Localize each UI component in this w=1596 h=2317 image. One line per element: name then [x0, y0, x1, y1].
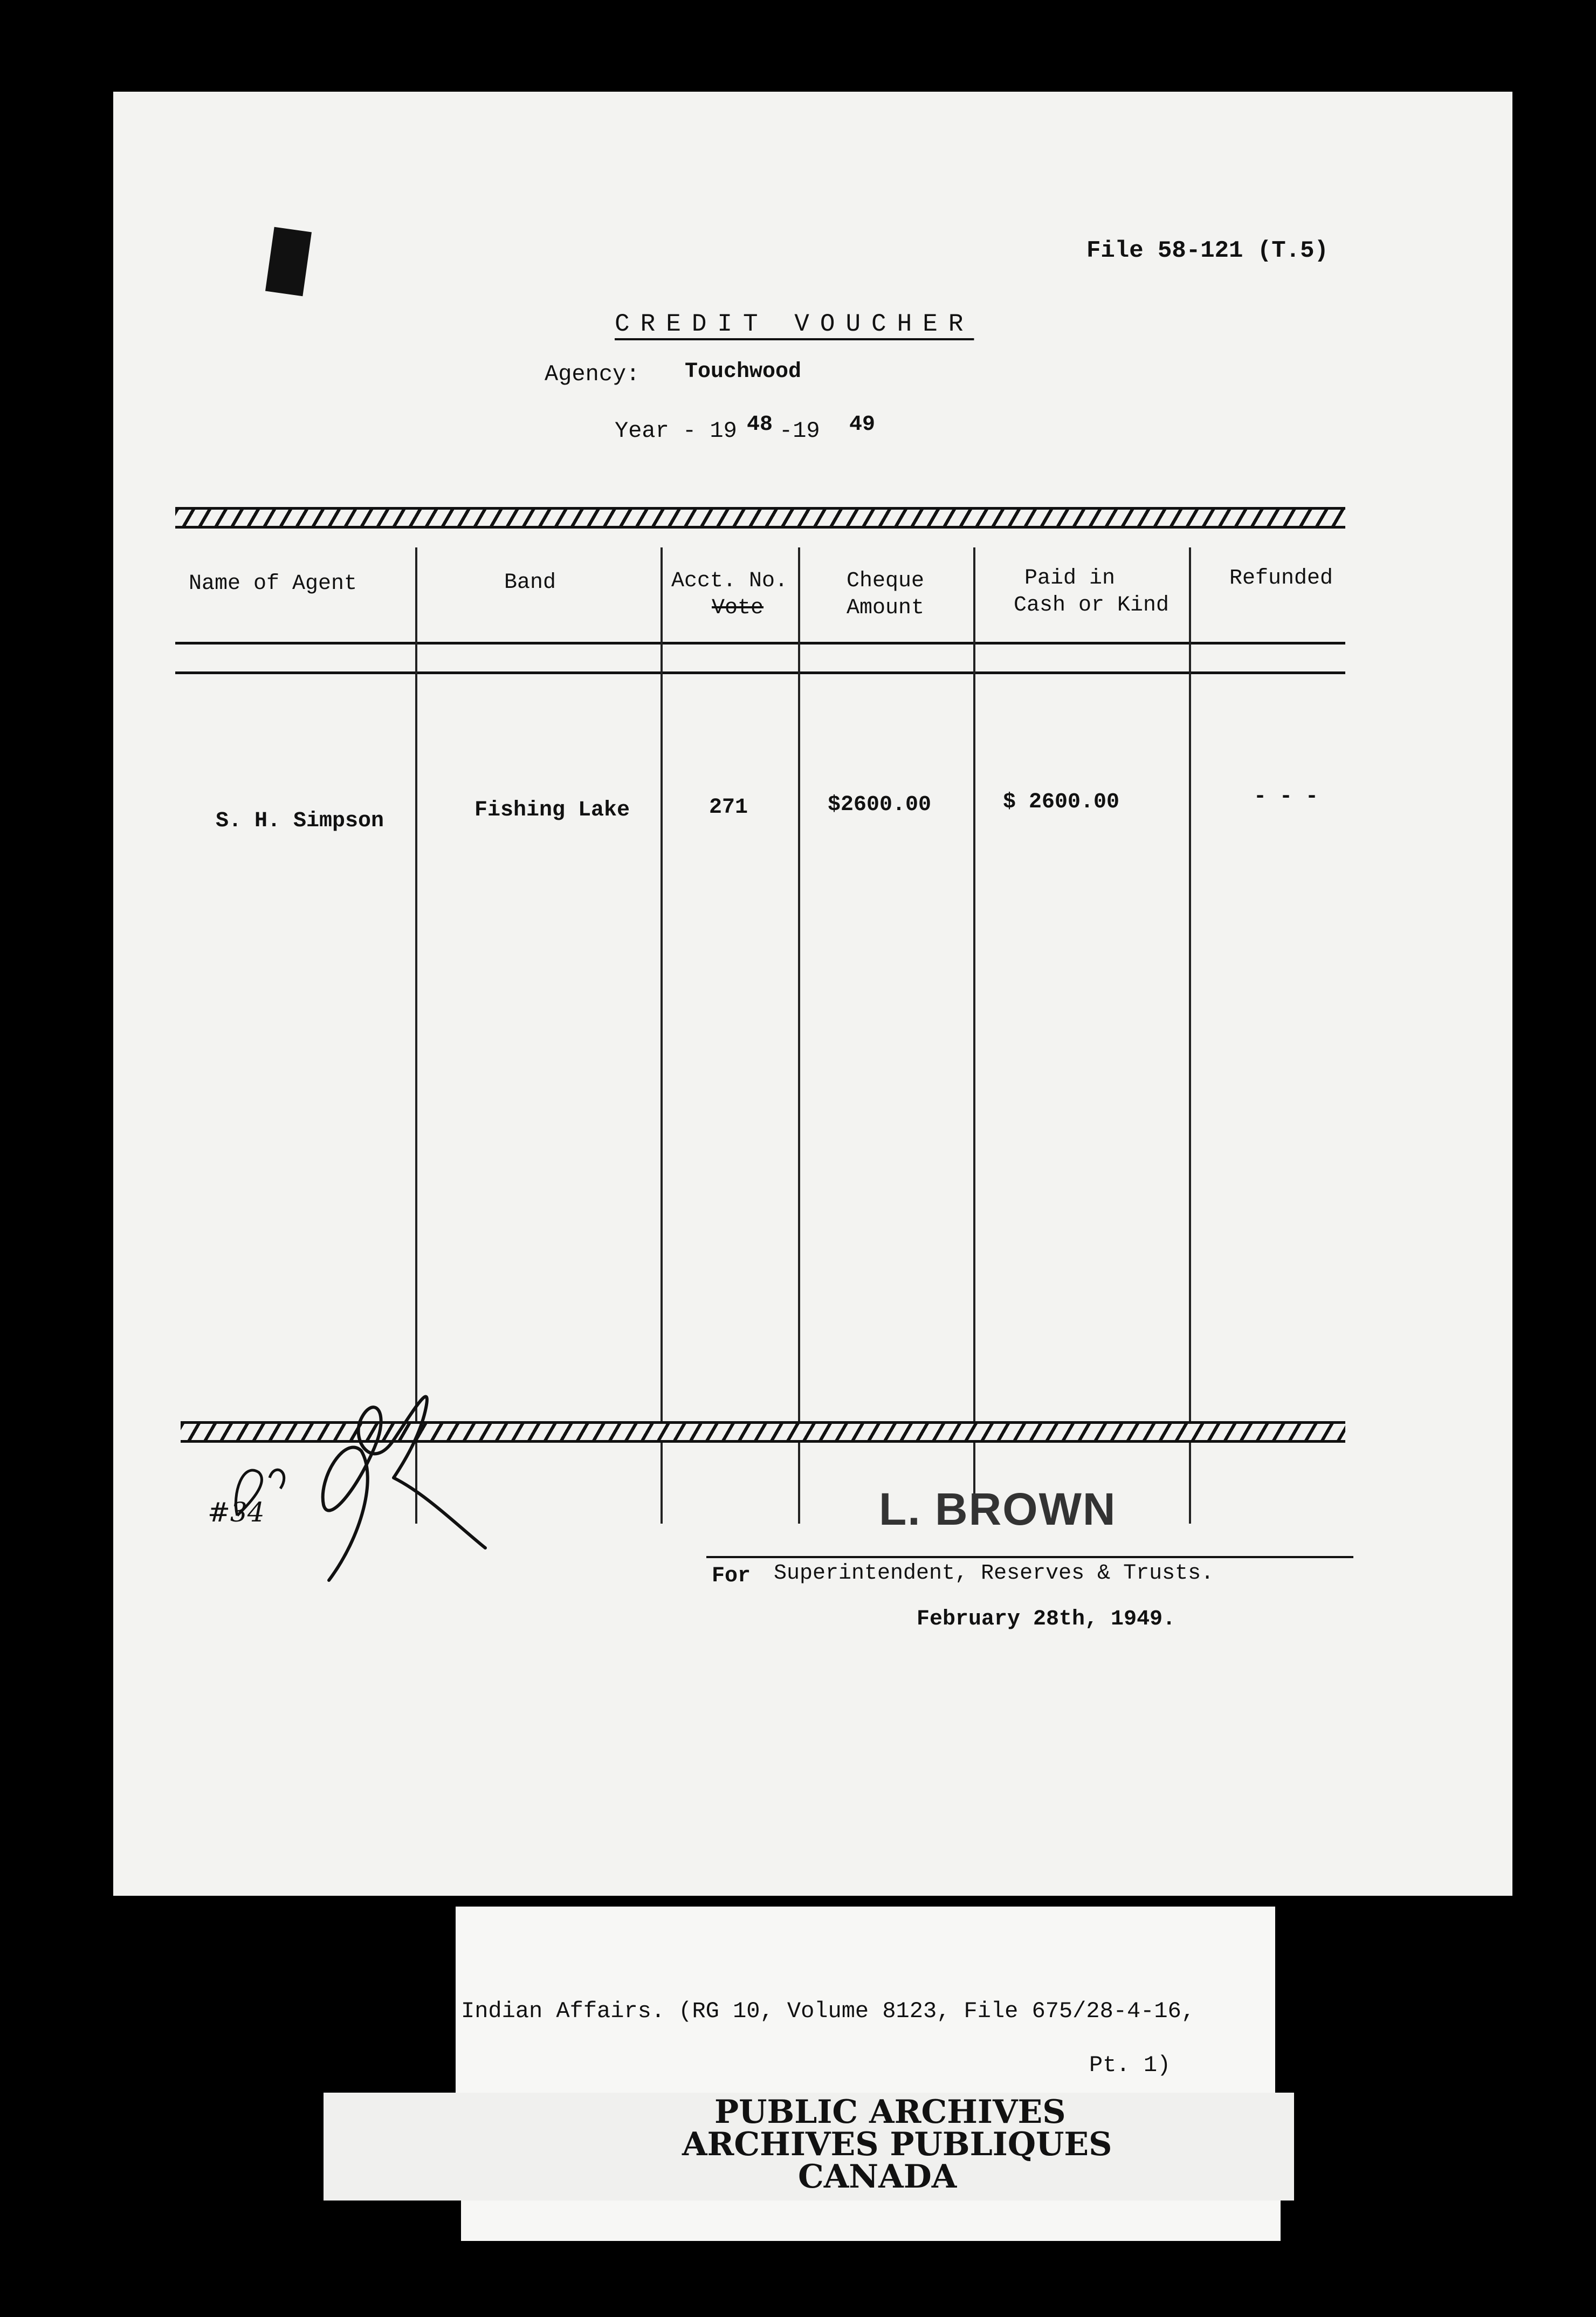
- archive-stamp-label: [324, 2093, 1294, 2201]
- col-divider-3: [798, 547, 800, 1524]
- col-header-amount: Amount: [847, 596, 925, 620]
- agency-value: Touchwood: [685, 360, 802, 384]
- archive-reference-line2: Pt. 1): [1089, 2052, 1171, 2078]
- row-acct: 271: [709, 796, 748, 820]
- col-header-refunded: Refunded: [1229, 566, 1333, 591]
- year-to: 49: [849, 413, 876, 437]
- year-from: 48: [747, 413, 773, 437]
- table-top-border: [175, 507, 1345, 529]
- handwritten-number: #34: [208, 1497, 265, 1528]
- col-header-vote: Vote: [712, 596, 764, 620]
- archive-stamp-line1: PUBLIC ARCHIVES: [714, 2093, 1066, 2131]
- signature-stamp: L. BROWN: [879, 1484, 1117, 1534]
- handwritten-signature: [200, 1300, 501, 1677]
- agency-label: Agency:: [545, 361, 640, 387]
- archive-stamp-line3: CANADA: [798, 2158, 957, 2196]
- archive-reference-label: [456, 1907, 1275, 2106]
- voucher-page: [113, 92, 1512, 1896]
- archive-reference-line1: Indian Affairs. (RG 10, Volume 8123, File 675/28-4-16,: [461, 1998, 1195, 2024]
- col-header-acct: Acct. No.: [671, 569, 788, 593]
- col-header-cheque: Cheque: [847, 569, 925, 593]
- row-cheque: $2600.00: [828, 793, 932, 817]
- row-band: Fishing Lake: [474, 798, 630, 822]
- row-paid: $ 2600.00: [1003, 790, 1120, 814]
- col-header-agent: Name of Agent: [189, 572, 357, 596]
- col-divider-2: [661, 547, 663, 1524]
- row-agent: S. H. Simpson: [216, 809, 384, 833]
- voucher-date: February 28th, 1949.: [917, 1607, 1176, 1632]
- voucher-title: CREDIT VOUCHER: [615, 310, 974, 338]
- signatory-rule: [706, 1556, 1353, 1558]
- archive-label-strip: [461, 2201, 1281, 2241]
- year-separator: -19: [779, 418, 820, 444]
- signatory-title: Superintendent, Reserves & Trusts.: [774, 1561, 1214, 1586]
- year-label: Year - 19: [615, 418, 737, 444]
- file-reference: File 58-121 (T.5): [1086, 237, 1329, 264]
- archive-stamp-line2: ARCHIVES PUBLIQUES: [682, 2126, 1112, 2163]
- header-rule-lower: [175, 671, 1345, 674]
- col-header-paid: Paid in: [1024, 566, 1116, 591]
- col-divider-5: [1189, 547, 1191, 1524]
- punch-mark: [265, 227, 312, 297]
- col-divider-4: [973, 547, 975, 1524]
- for-label: For: [712, 1564, 751, 1588]
- col-header-cash-kind: Cash or Kind: [1014, 593, 1170, 618]
- row-refunded: - - -: [1254, 785, 1319, 809]
- col-header-band: Band: [504, 571, 556, 595]
- header-rule-upper: [175, 642, 1345, 645]
